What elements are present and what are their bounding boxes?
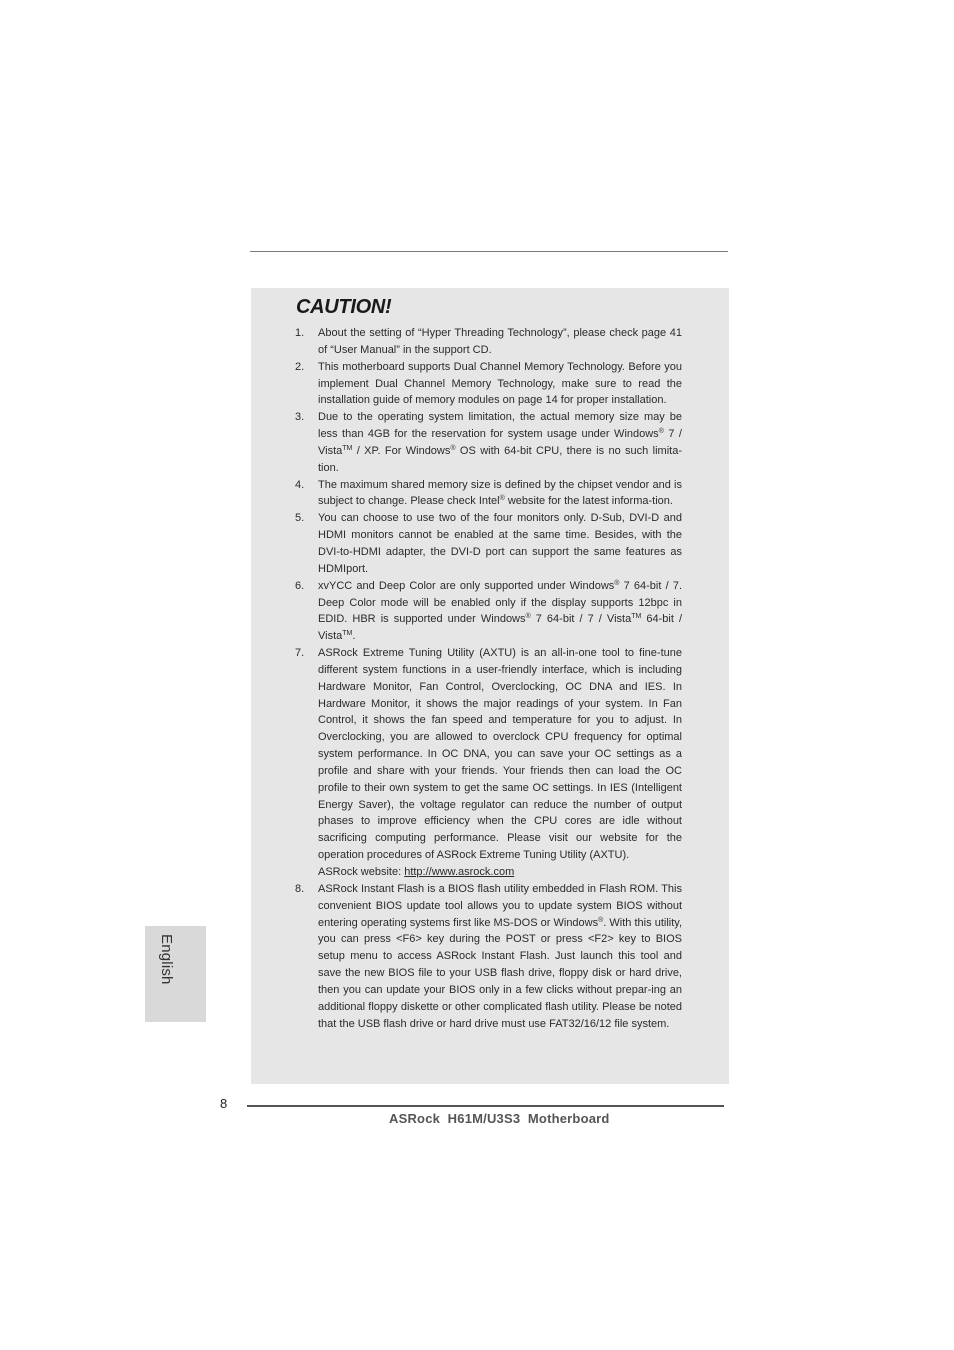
item-number: 5.: [295, 512, 305, 525]
text-part: website for the latest informa-tion.: [504, 495, 673, 508]
item-number: 3.: [295, 411, 305, 424]
website-line: [318, 864, 682, 881]
text-part: ASRock Instant Flash is a BIOS flash utility embedded in Flash ROM. This convenient BIOS update tool allows you to update system BIOS without entering operating systems first like MS-DOS or Windows: [318, 882, 682, 929]
item-text: [318, 881, 682, 1033]
item-number: 6.: [295, 579, 305, 592]
text-part: 7 64-bit / 7 / Vista: [530, 613, 632, 626]
text-part: xvYCC and Deep Color are only supported under Windows: [318, 579, 615, 592]
registered-mark: ®: [499, 495, 505, 503]
item-text: This motherboard supports Dual Channel Memory Technology. Before you implement Dual Channel Memory Technology, make sure to read the installation guide of memory modules on page 14 for proper installation.: [318, 360, 682, 407]
text-part: OS with 64-bit CPU, there is no such limita-tion.: [318, 444, 682, 474]
language-label: English: [158, 934, 175, 985]
footer-title: ASRock H61M/U3S3 Motherboard: [389, 1111, 610, 1126]
top-rule: [250, 251, 728, 252]
bottom-rule: [247, 1105, 724, 1107]
item-text: You can choose to use two of the four monitors only. D-Sub, DVI-D and HDMI monitors cannot be enabled at the same time. Besides, with the DVI-to-HDMI adapter, the DVI-D port can support the same features as HDMIport.: [318, 512, 682, 575]
trademark-mark: TM: [631, 613, 642, 621]
registered-mark: ®: [598, 916, 604, 924]
list-item: [295, 510, 682, 577]
text-part: Due to the operating system limitation, the actual memory size may be less than 4GB for the reservation for system usage under Windows: [318, 411, 682, 441]
item-text: About the setting of “Hyper Threading Technology”, please check page 41 of “User Manual” in the support CD.: [318, 327, 682, 356]
list-item: [295, 325, 682, 359]
item-number: 1.: [295, 327, 305, 339]
caution-title: CAUTION!: [296, 296, 392, 318]
item-text: [318, 477, 682, 511]
trademark-mark: TM: [342, 444, 353, 452]
text-part: . With this utility, you can press <F6> key during the POST or press <F2> key to BIOS setup menu to access ASRock Instant Flash. Just launch this tool and save the new BIOS file to your USB flash drive, floppy disk or hard drive, then you can update your BIOS only in a few clicks without prepar-ing an additional floppy diskette or other complicated flash utility. Please be noted that the USB flash drive or hard drive must use FAT32/16/12 file system.: [318, 916, 682, 1030]
language-tab: [145, 926, 206, 1022]
list-item: [295, 359, 682, 410]
text-part: 7 / Vista: [318, 428, 682, 457]
registered-mark: ®: [525, 613, 531, 621]
list-item: [295, 578, 682, 645]
text-part: The maximum shared memory size is defined by the chipset vendor and is subject to change. Please check Intel: [318, 478, 682, 508]
text-part: / XP. For Windows: [352, 444, 451, 457]
item-text: [318, 578, 682, 645]
trademark-mark: TM: [342, 630, 353, 638]
list-item: [295, 477, 682, 511]
text-part: .: [352, 630, 356, 643]
caution-list: [295, 325, 682, 1032]
item-number: 8.: [295, 882, 305, 895]
text-part: 64-bit / Vista: [318, 613, 682, 643]
list-item: [295, 881, 682, 1033]
registered-mark: ®: [450, 444, 456, 452]
item-number: 4.: [295, 478, 305, 491]
list-item: [295, 409, 682, 476]
item-text: [318, 409, 682, 476]
item-text: ASRock Extreme Tuning Utility (AXTU) is an all-in-one tool to fine-tune different system functions in a user-friendly interface, which is including Hardware Monitor, Fan Control, Overclocking, OC DNA and IES. In Hardware Monitor, it shows the major readings of your system. In Fan Control, it shows the fan speed and temperature for you to adjust. In Overclocking, you are allowed to overclock CPU frequency for optimal system performance. In OC DNA, you can save your OC settings as a profile and share with your friends. Your friends then can load the OC profile to their own system to get the same OC settings. In IES (Intelligent Energy Saver), the voltage regulator can reduce the number of output phases to improve efficiency when the CPU cores are idle without sacrificing computing performance. Please visit our website for the operation procedures of ASRock Extreme Tuning Utility (AXTU).: [318, 647, 682, 862]
registered-mark: ®: [614, 579, 620, 587]
item-number: 7.: [295, 647, 305, 660]
text-part: 7 64-bit / 7. Deep Color mode will be enabled only if the display supports 12bpc in EDID. HBR is supported under Windows: [318, 579, 682, 626]
registered-mark: ®: [658, 428, 664, 436]
page-number: 8: [220, 1096, 228, 1111]
asrock-website-link[interactable]: http://www.asrock.com: [404, 866, 515, 878]
list-item: [295, 645, 682, 881]
item-number: 2.: [295, 360, 305, 373]
website-label: ASRock website:: [318, 866, 405, 878]
